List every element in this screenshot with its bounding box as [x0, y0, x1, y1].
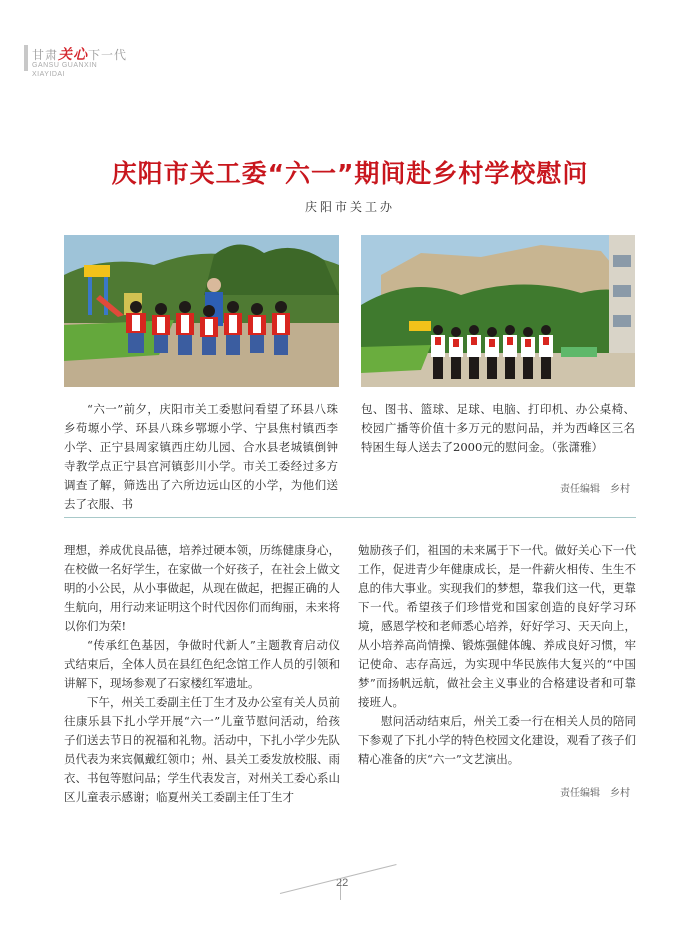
responsible-editor: 责任编辑 乡村	[560, 788, 630, 799]
logo-en-line1: GANSU GUANXIN	[32, 62, 98, 69]
article-paragraph-right: 包、图书、篮球、足球、电脑、打印机、办公桌椅、校园广播等价值十多万元的慰问品，并为西峰区三名特困生每人送去了2000元的慰问金。（张潇雅）	[361, 402, 635, 454]
article2-right-column	[358, 541, 636, 769]
article2-paragraph: “传承红色基因，争做时代新人”主题教育启动仪式结束后，全体人员在县红色纪念馆工作人员的引领和讲解下，现场参观了石家楼红军遗址。	[64, 638, 340, 690]
section-divider	[64, 517, 636, 518]
logo-text-guanxin: 关心	[58, 47, 89, 63]
photo-group-school	[361, 235, 635, 387]
logo-bar	[24, 45, 28, 71]
article2-paragraph: 下午，州关工委副主任丁生才及办公室有关人员前往康乐县下扎小学开展“六一”儿童节慰问活动，给孩子们送去节日的祝福和礼物。活动中，下扎小学少先队员代表为来宾佩戴红领巾；州、县关工委发放校服、雨衣、书包等慰问品；学生代表发言，对州关工委心系山区儿童表示感谢；临夏州关工委副主任丁生才	[64, 695, 340, 804]
article2-paragraph: 勉励孩子们，祖国的未来属于下一代。做好关心下一代工作，促进青少年健康成长，是一件薪火相传、生生不息的伟大事业。实现我们的梦想，靠我们这一代，更靠下一代。希望孩子们珍惜党和国家创造的良好学习环境，感恩学校和老师悉心培养，好好学习、天天向上，从小培养高尚情操、锻炼强健体魄、养成良好习惯，牢记使命、志存高远，为实现中华民族伟大复兴的“中国梦”而扬帆远航，做社会主义事业的合格建设者和可靠接班人。	[358, 543, 636, 709]
article-paragraph-left: “六一”前夕，庆阳市关工委慰问看望了环县八珠乡苟塬小学、环县八珠乡鄂塬小学、宁县焦村镇西李小学、正宁县周家镇西庄幼儿园、合水县老城镇倒钟寺教学点正宁县宫河镇彭川小学。市关工委经过多方调查了解，筛选出了六所边远山区的小学，为他们送去了衣服、书	[64, 402, 338, 511]
logo-text-xiayidai: 下一代	[88, 48, 128, 62]
logo-en-line2: XIAYIDAI	[32, 71, 66, 78]
article2-paragraph: 理想，养成优良品德，培养过硬本领，历练健康身心，在校做一名好学生，在家做一个好孩子，在社会上做文明的小公民，从小事做起，从现在做起，把握正确的人生航向，用行动来证明这个时代因你们而绚丽，未来将以你们为荣!	[64, 543, 340, 633]
logo-english	[32, 61, 97, 79]
page-number: 22	[336, 877, 349, 889]
article-byline: 庆阳市关工办	[304, 200, 395, 214]
logo-text-gansu: 甘肃	[32, 48, 59, 62]
article2-left-column	[64, 541, 340, 807]
footer-decorative-line	[280, 864, 397, 894]
photo-children-playground	[64, 235, 339, 387]
article2-paragraph: 慰问活动结束后，州关工委一行在相关人员的陪同下参观了下扎小学的特色校园文化建设，观看了孩子们精心准备的庆“六一”文艺演出。	[358, 714, 636, 766]
article-title: 庆阳市关工委“六一”期间赴乡村学校慰问	[111, 159, 589, 188]
responsible-editor: 责任编辑 乡村	[560, 484, 630, 495]
